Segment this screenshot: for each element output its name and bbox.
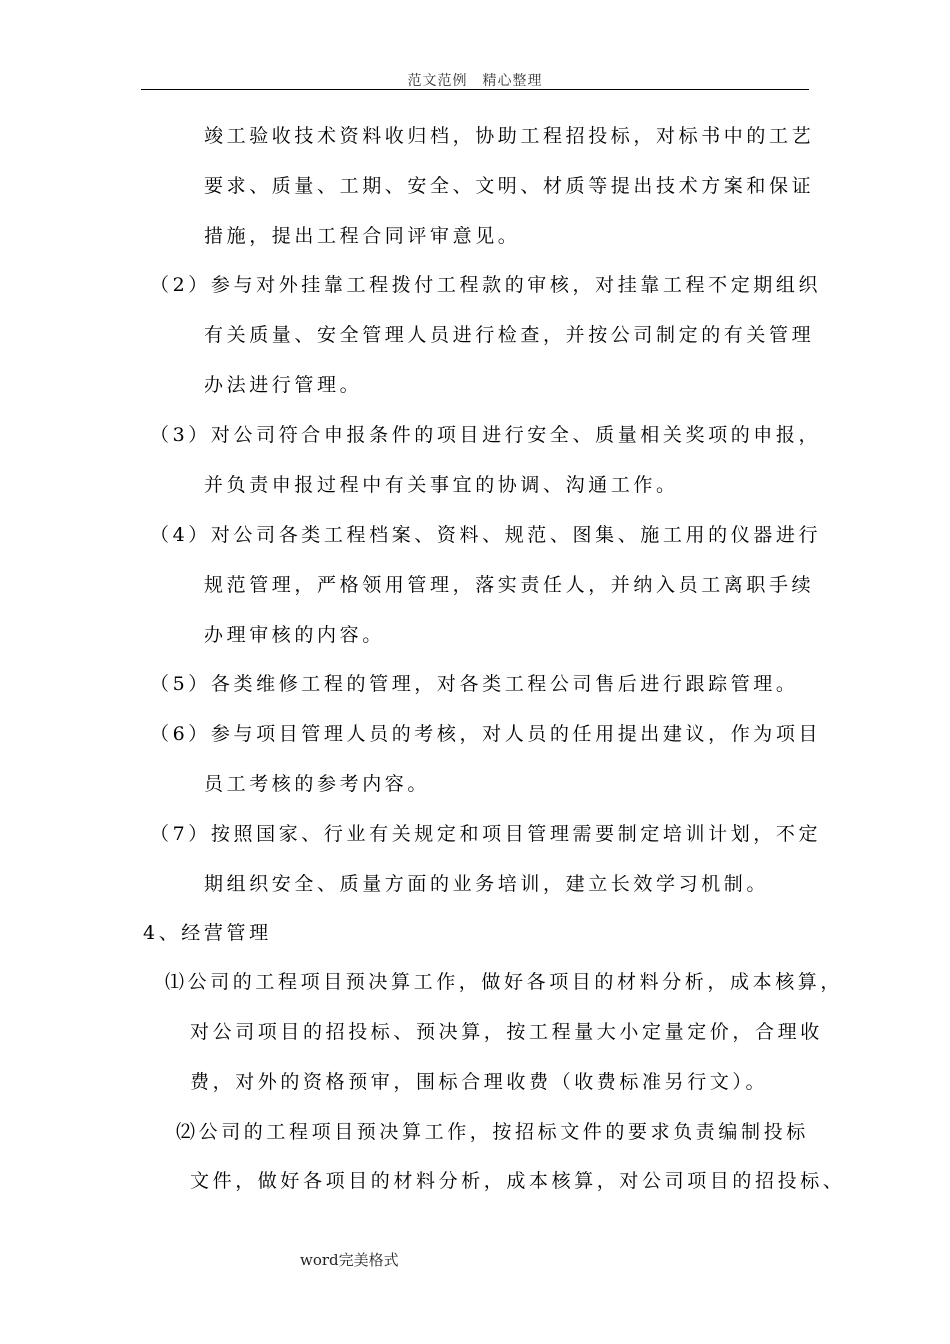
page-header: 范文范例 精心整理 — [407, 73, 543, 89]
body-line-19: 对公司项目的招投标、预决算，按工程量大小定量定价，合理收 — [190, 1021, 823, 1043]
section-heading: 4、经营管理 — [143, 922, 272, 944]
list-item-6: （6）参与项目管理人员的考核，对人员的任用提出建议，作为项目 — [150, 723, 822, 745]
body-line-14: 员工考核的参考内容。 — [204, 773, 431, 795]
sub-item-1: ⑴公司的工程项目预决算工作，做好各项目的材料分析，成本核算， — [165, 971, 844, 993]
page-footer: word完美格式 — [300, 1251, 399, 1269]
body-line-6: 办法进行管理。 — [204, 374, 363, 396]
list-item-2: （2）参与对外挂靠工程拨付工程款的审核，对挂靠工程不定期组织 — [150, 274, 822, 296]
list-item-5: （5）各类维修工程的管理，对各类工程公司售后进行跟踪管理。 — [150, 673, 799, 695]
body-line-3: 措施，提出工程合同评审意见。 — [204, 225, 521, 247]
body-line-8: 并负责申报过程中有关事宜的协调、沟通工作。 — [204, 474, 679, 496]
sub-item-2: ⑵公司的工程项目预决算工作，按招标文件的要求负责编制投标 — [176, 1121, 809, 1143]
body-line-1: 竣工验收技术资料收归档，协助工程招投标，对标书中的工艺 — [204, 125, 815, 147]
body-line-16: 期组织安全、质量方面的业务培训，建立长效学习机制。 — [204, 873, 770, 895]
list-item-7: （7）按照国家、行业有关规定和项目管理需要制定培训计划，不定 — [150, 823, 822, 845]
body-line-22: 文件，做好各项目的材料分析，成本核算，对公司项目的招投标、 — [190, 1170, 846, 1192]
body-line-2: 要求、质量、工期、安全、文明、材质等提出技术方案和保证 — [204, 175, 815, 197]
header-divider — [141, 89, 809, 90]
list-item-3: （3）对公司符合申报条件的项目进行安全、质量相关奖项的申报， — [150, 424, 822, 446]
body-line-20: 费，对外的资格预审，围标合理收费（收费标准另行文）。 — [190, 1071, 769, 1093]
list-item-4: （4）对公司各类工程档案、资料、规范、图集、施工用的仪器进行 — [150, 524, 822, 546]
body-line-5: 有关质量、安全管理人员进行检查，并按公司制定的有关管理 — [204, 324, 815, 346]
body-line-10: 规范管理，严格领用管理，落实责任人，并纳入员工离职手续 — [204, 574, 815, 596]
body-line-11: 办理审核的内容。 — [204, 624, 385, 646]
